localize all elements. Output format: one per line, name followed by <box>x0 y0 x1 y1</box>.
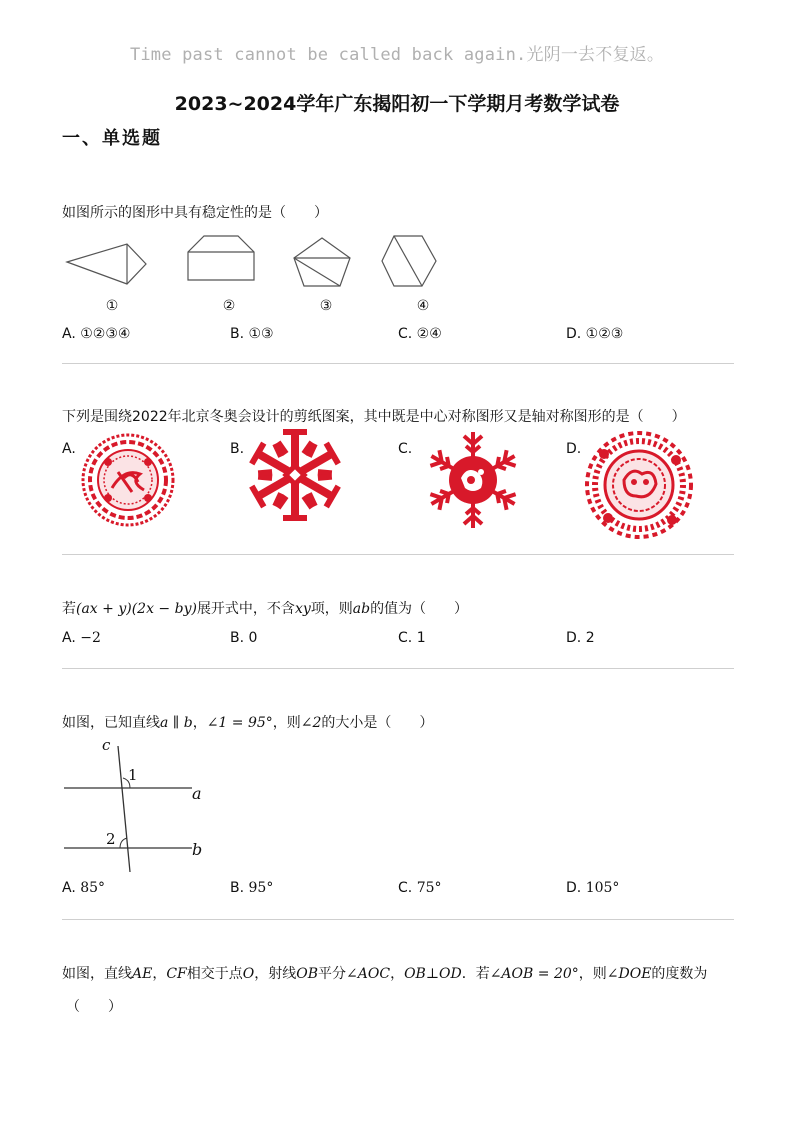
option-letter: B. <box>230 880 245 896</box>
question-4-stem <box>62 712 433 732</box>
page-title: 2023~2024学年广东揭阳初一下学期月考数学试卷 <box>174 93 620 115</box>
q1-figure-1-kite <box>64 240 154 290</box>
divider <box>62 919 734 920</box>
q3-option-a[interactable] <box>62 630 101 646</box>
option-letter: C. <box>398 630 413 646</box>
q5-perpendicular: OB⊥OD <box>404 966 462 982</box>
option-value: 95° <box>248 880 274 896</box>
q5-text: 相交于点 <box>186 966 243 982</box>
papercut-c-image <box>418 430 528 530</box>
option-value: 85° <box>80 880 106 896</box>
q4-angle2-expr: ∠2 <box>300 715 322 731</box>
q3-option-c[interactable] <box>398 630 426 646</box>
option-value: 0 <box>248 630 258 646</box>
q5-text: 如图，直线 <box>62 966 132 982</box>
q4-label-2: 2 <box>106 830 116 848</box>
q4-text: ， <box>192 715 207 731</box>
q4-angle-expr: ∠1 = 95° <box>206 715 273 731</box>
q5-line-ae: AE <box>132 966 153 982</box>
question-3-stem <box>62 598 468 618</box>
divider <box>62 554 734 555</box>
papercut-b-image <box>248 428 342 522</box>
option-letter: A. <box>62 630 76 646</box>
q3-term-ab: ab <box>352 601 371 617</box>
question-5-stem <box>62 963 707 983</box>
q1-option-b[interactable]: B. ①③ <box>230 326 274 342</box>
q4-option-a[interactable] <box>62 880 105 896</box>
q1-option-c[interactable]: C. ②④ <box>398 326 442 342</box>
q3-text: 的值为（ ） <box>370 601 469 617</box>
q1-label-1: ① <box>105 298 119 314</box>
q3-text: 项，则 <box>310 601 353 617</box>
q3-option-b[interactable] <box>230 630 257 646</box>
q4-text: 的大小是（ ） <box>321 715 434 731</box>
q5-angle-aob: ∠AOB = 20° <box>489 966 579 982</box>
question-2-stem: 下列是围绕2022年北京冬奥会设计的剪纸图案，其中既是中心对称图形又是轴对称图形的是（ ） <box>62 409 686 425</box>
q2-option-a[interactable]: A. <box>62 441 76 457</box>
q5-point-o: O <box>242 966 255 982</box>
q3-term-xy: xy <box>294 601 311 617</box>
q5-angle-doe: ∠DOE <box>606 966 652 982</box>
q1-label-3: ③ <box>319 298 333 314</box>
q5-ray-ob: OB <box>296 966 319 982</box>
q5-line-cf: CF <box>166 966 187 982</box>
q3-option-d[interactable] <box>566 630 595 646</box>
option-letter: C. <box>398 880 413 896</box>
papercut-d-image <box>584 430 694 540</box>
q5-text: ．若 <box>461 966 490 982</box>
q4-label-c: c <box>102 736 111 754</box>
q4-label-a: a <box>192 784 202 803</box>
option-value: −2 <box>80 630 101 646</box>
q4-label-1: 1 <box>128 766 138 784</box>
option-value: 1 <box>416 630 426 646</box>
q4-text: 如图，已知直线 <box>62 715 160 731</box>
q1-figure-3-pentagon <box>292 236 354 290</box>
q1-figure-4-hexagon <box>380 234 438 288</box>
option-letter: D. <box>566 630 582 646</box>
q3-expression: (ax + y)(2x − by) <box>76 601 197 617</box>
q3-text: 若 <box>62 601 76 617</box>
motto: Time past cannot be called back again.光阴一去不复返。 <box>129 45 665 65</box>
q4-label-b: b <box>192 840 203 859</box>
q1-label-4: ④ <box>416 298 430 314</box>
q4-option-d[interactable] <box>566 880 619 896</box>
q5-text: ，则 <box>578 966 607 982</box>
q5-text: 平分 <box>318 966 347 982</box>
option-letter: D. <box>566 880 582 896</box>
q1-label-2: ② <box>222 298 236 314</box>
section-heading: 一、单选题 <box>62 128 162 149</box>
q2-option-d[interactable]: D. <box>566 441 582 457</box>
question-5-answer-paren: （ ） <box>66 999 122 1015</box>
q2-option-b[interactable]: B. <box>230 441 245 457</box>
q1-figure-2-house <box>186 234 258 284</box>
q4-option-c[interactable] <box>398 880 442 896</box>
option-value: 2 <box>585 630 595 646</box>
q2-option-c[interactable]: C. <box>398 441 413 457</box>
divider <box>62 668 734 669</box>
q5-text: ， <box>152 966 167 982</box>
q4-parallel-expr: a ∥ b <box>160 715 193 731</box>
q5-text: 的度数为 <box>651 966 708 982</box>
option-letter: B. <box>230 630 245 646</box>
option-value: 75° <box>416 880 442 896</box>
q1-option-a[interactable]: A. ①②③④ <box>62 326 131 342</box>
option-value: 105° <box>585 880 620 896</box>
question-1-stem: 如图所示的图形中具有稳定性的是（ ） <box>62 205 328 221</box>
q5-text: ，射线 <box>254 966 297 982</box>
papercut-a-image <box>80 432 176 528</box>
q4-text: ，则 <box>272 715 301 731</box>
q5-text: ， <box>390 966 405 982</box>
q4-option-b[interactable] <box>230 880 273 896</box>
divider <box>62 363 734 364</box>
q3-text: 展开式中，不含 <box>196 601 295 617</box>
q5-angle-aoc: ∠AOC <box>346 966 391 982</box>
option-letter: A. <box>62 880 76 896</box>
q1-option-d[interactable]: D. ①②③ <box>566 326 624 342</box>
